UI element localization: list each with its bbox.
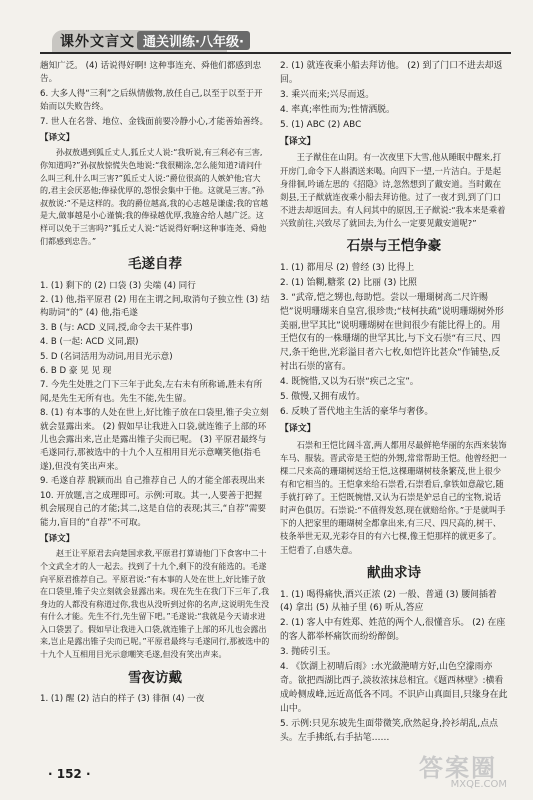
watermark-text: 答案圈 [419,754,497,782]
answer-item: 5. 示例:只见东坡先生面带微笑,欣然起身,拎衫胡乱,点点头。左手拂纸,右手拈笔…… [280,718,498,743]
header-title: 课外文言文 [60,34,135,50]
answer-item: 5. (1) ABC (2) ABC [280,119,362,130]
answer-item: 7. 世人在名誉、地位、金钱面前要冷静小心,才能善始善终。 [40,116,269,127]
left-column [40,60,270,707]
answer-item: 6. B D 豪 见 见 现 [40,366,112,377]
translation-tag: 【译文】 [280,423,316,434]
header-rule [40,52,511,54]
answer-item: 3. “武帝,恺之甥也,每助恺。尝以一珊瑚树高二尺许赐恺”说明珊瑚来自皇宫,很珍贵;“枝柯扶疏”说明珊瑚树外形美丽,世罕其比”说明珊瑚树在世间很少有能比得上的。用王恺仅有的一株珊瑚的世罕其比,与下文石崇“有三尺、四尺,条干绝世,光彩溢目者六七枚,如恺许比甚众”作铺垫,反衬出石崇的富有。 [280,292,504,373]
answer-item: 2. (1) 饴糊,糖浆 (2) 比丽 (3) 比照 [280,277,417,288]
answer-item: 1. (1) 剩下的 (2) 口袋 (3) 尖端 (4) 同行 [40,280,196,291]
answer-item: 4. 《饮湖上初晴后雨》:水光潋滟晴方好,山色空濛雨亦奇。欲把西湖比西子,淡妆浓抹总相宜。《题西林壁》:横看成岭侧成峰,远近高低各不同。不识庐山真面目,只缘身在此山中。 [280,662,508,714]
translation-text: 王子猷住在山阴。有一次夜里下大雪,他从睡眠中醒来,打开房门,命令下人斟酒送来喝。向四下一望,一片洁白。于是起身徘徊,吟诵左思的《招隐》诗,忽然想到了戴安道。当时戴在剡县,王子猷就连夜乘小船去拜访他。过了一夜才到,到了门口不进去却返回去。有人问其中的原因,王子猷说:“我本来是乘着兴致前往,兴致尽了就回去,为什么一定要见戴安道呢?” [280,152,506,228]
answer-item: 2. (1) 他,指平原君 (2) 用在主谓之间,取消句子独立性 (3) 结构助词“的” (4) 他,指毛遂 [40,295,270,319]
answer-item: 5. D (名词活用为动词,用目光示意) [40,351,173,362]
translation-text: 石崇和王恺比阔斗富,两人都用尽最鲜艳华丽的东西来装饰车马、服装。晋武帝是王恺的外甥,常常帮助王恺。他曾经把一棵二尺来高的珊瑚树送给王恺,这棵珊瑚树枝条繁茂,世上很少有和它相当的。王恺拿来给石崇看,石崇看后,拿铁如意敲它,随手就打碎了。王恺既惋惜,又认为石崇是妒忌自己的宝物,说话时声色俱厉。石崇说:“不值得发怒,现在就赔给你。”于是就叫手下的人把家里的珊瑚树全都拿出来,有三尺、四尺高的,树干、枝条举世无双,光彩夺目的有六七棵,像王恺那样的就更多了。王恺看了,自感失意。 [280,439,507,555]
answer-item: 4. 既惋惜,又以为石崇“疾己之宝”。 [280,377,419,388]
section-title-shichong: 石崇与王恺争豪 [346,238,442,254]
translation-tag: 【译文】 [280,136,316,147]
section-title-maosui: 毛遂自荐 [128,256,182,273]
answer-item: 7. 今先生处胜之门下三年于此矣,左右未有所称诵,胜未有所闻,是先生无所有也。先生不能,先生留。 [40,380,263,404]
section-title-xianshu: 献曲求诗 [367,564,421,581]
answer-item: 1. (1) 都用尽 (2) 曾经 (3) 比得上 [280,262,415,273]
answer-item: 1. (1) 醒 (2) 洁白的样子 (3) 徘徊 (4) 一夜 [40,694,205,705]
translation-tag: 【译文】 [40,533,75,544]
watermark-logo [413,744,511,792]
answer-item: 2. (1) 客人中有姓郑、姓范的两个人,很懂音乐。 (2) 在座的客人都举杯痛饮而纷纷醉倒。 [280,618,506,643]
answer-item: 趟知广泛。 (4) 话说得好啊! 这种事连充、舜他们都感到忠告。 [40,61,262,85]
page-number: · 152 · [48,767,91,781]
translation-text: 赵王让平原君去向楚国求救,平原君打算请他门下食客中二十个文武全才的人一起去。找到了十九个,剩下的没有能选的。毛遂向平原君推荐自己。平原君说:“有本事的人处在世上,好比锥子放在口袋里,锥子尖立刻就会显露出来。现在先生在我门下三年了,我身边的人都没有称道过你,我也从没听到过你的名声,这说明先生没有什么才能。先生不行,先生留下吧。”毛遂说:“我就是今天请求进入口袋罢了。假如早让我进入口袋,就连锥子上部的环儿也会露出来,岂止是露出锥子尖而已呢。”平原君最终与毛遂同行,那被选中的十九个人互相用目光示意嘲笑毛遂,但没有笑出声来。 [40,549,270,660]
answer-item: 4. B (一起: ACD 义同,跟) [40,337,139,348]
section-title-xueye: 雪夜访戴 [128,669,182,686]
answer-item: 5. 傲慢,又拥有成竹。 [280,392,366,403]
answer-item: 6. 反映了晋代地主生活的豪华与奢侈。 [280,406,434,417]
header-subtitle: 通关训练·八年级· [137,31,250,50]
page-header [0,0,533,50]
answer-item: 10. 开放题,言之成理即可。示例:可取。其一,人要善于把握机会展现自己的才能;其二,这是自信的表现;其三,“自荐”需要能力,盲目的“自荐”不可取。 [40,490,266,528]
translation-text: 孙叔敖遇到狐丘丈人,狐丘丈人说:“我听说,有三利必有三害,你知道吗?”孙叔敖惊慌失色地说:“我很糊涂,怎么能知道?请问什么叫三利,什么叫三害?”狐丘丈人说:“爵位很高的人嫉妒他;官大的,君主会厌恶他;俸禄优厚的,怨恨会集中于他。这就是三害。”孙叔敖说:“不是这样的。我的爵位越高,我的心志越是谦虚;我的官越是大,做事越是小心谨慎;我的俸禄越优厚,我施舍给人越广泛。这样可以免于三害吗?”狐丘丈人说:“话说得好啊!这种事连尧、舜他们都感到忠告。” [40,148,269,246]
answer-item: 3. 乘兴而来;兴尽而返。 [280,89,375,100]
watermark-url: MXQE.COM [450,779,507,790]
answer-item: 2. (1) 就连夜乘小船去拜访他。 (2) 到了门口不进去却返回。 [280,61,503,85]
answer-item: 3. B (与: ACD 义同,授,命令去干某件事) [40,322,193,333]
answer-item: 9. 毛遂自荐 脱颖而出 自己推荐自己 人的才能全部表现出来 [40,476,265,487]
translation-tag: 【译文】 [40,133,75,144]
answer-item: 4. 率真;率性而为;性情洒脱。 [280,104,395,115]
answer-item: 6. 大多人得“三利”之后纵情傲物,放任自己,以至于以至于开始而以失败告终。 [40,88,263,113]
right-column [280,60,508,747]
answer-item: 8. (1) 有本事的人处在世上,好比锥子放在口袋里,锥子尖立刻就会显露出来。 (2) 假如早让我进入口袋,就连锥子上部的环儿也会露出来,岂止是露出锥子尖而已呢。 (3) 平原君最终与毛遂同行,那被选中的十九个人互相用目光示意嘲笑他(指毛遂),但没有笑出声来。 [40,408,269,472]
answer-item: 3. 抛砖引玉。 [280,647,336,658]
answer-item: 1. (1) 喝得痛快,酒兴正浓 (2) 一般、普通 (3) 腰间插着 (4) 拿出 (5) 从袖子里 (6) 听从,答应 [280,589,497,614]
